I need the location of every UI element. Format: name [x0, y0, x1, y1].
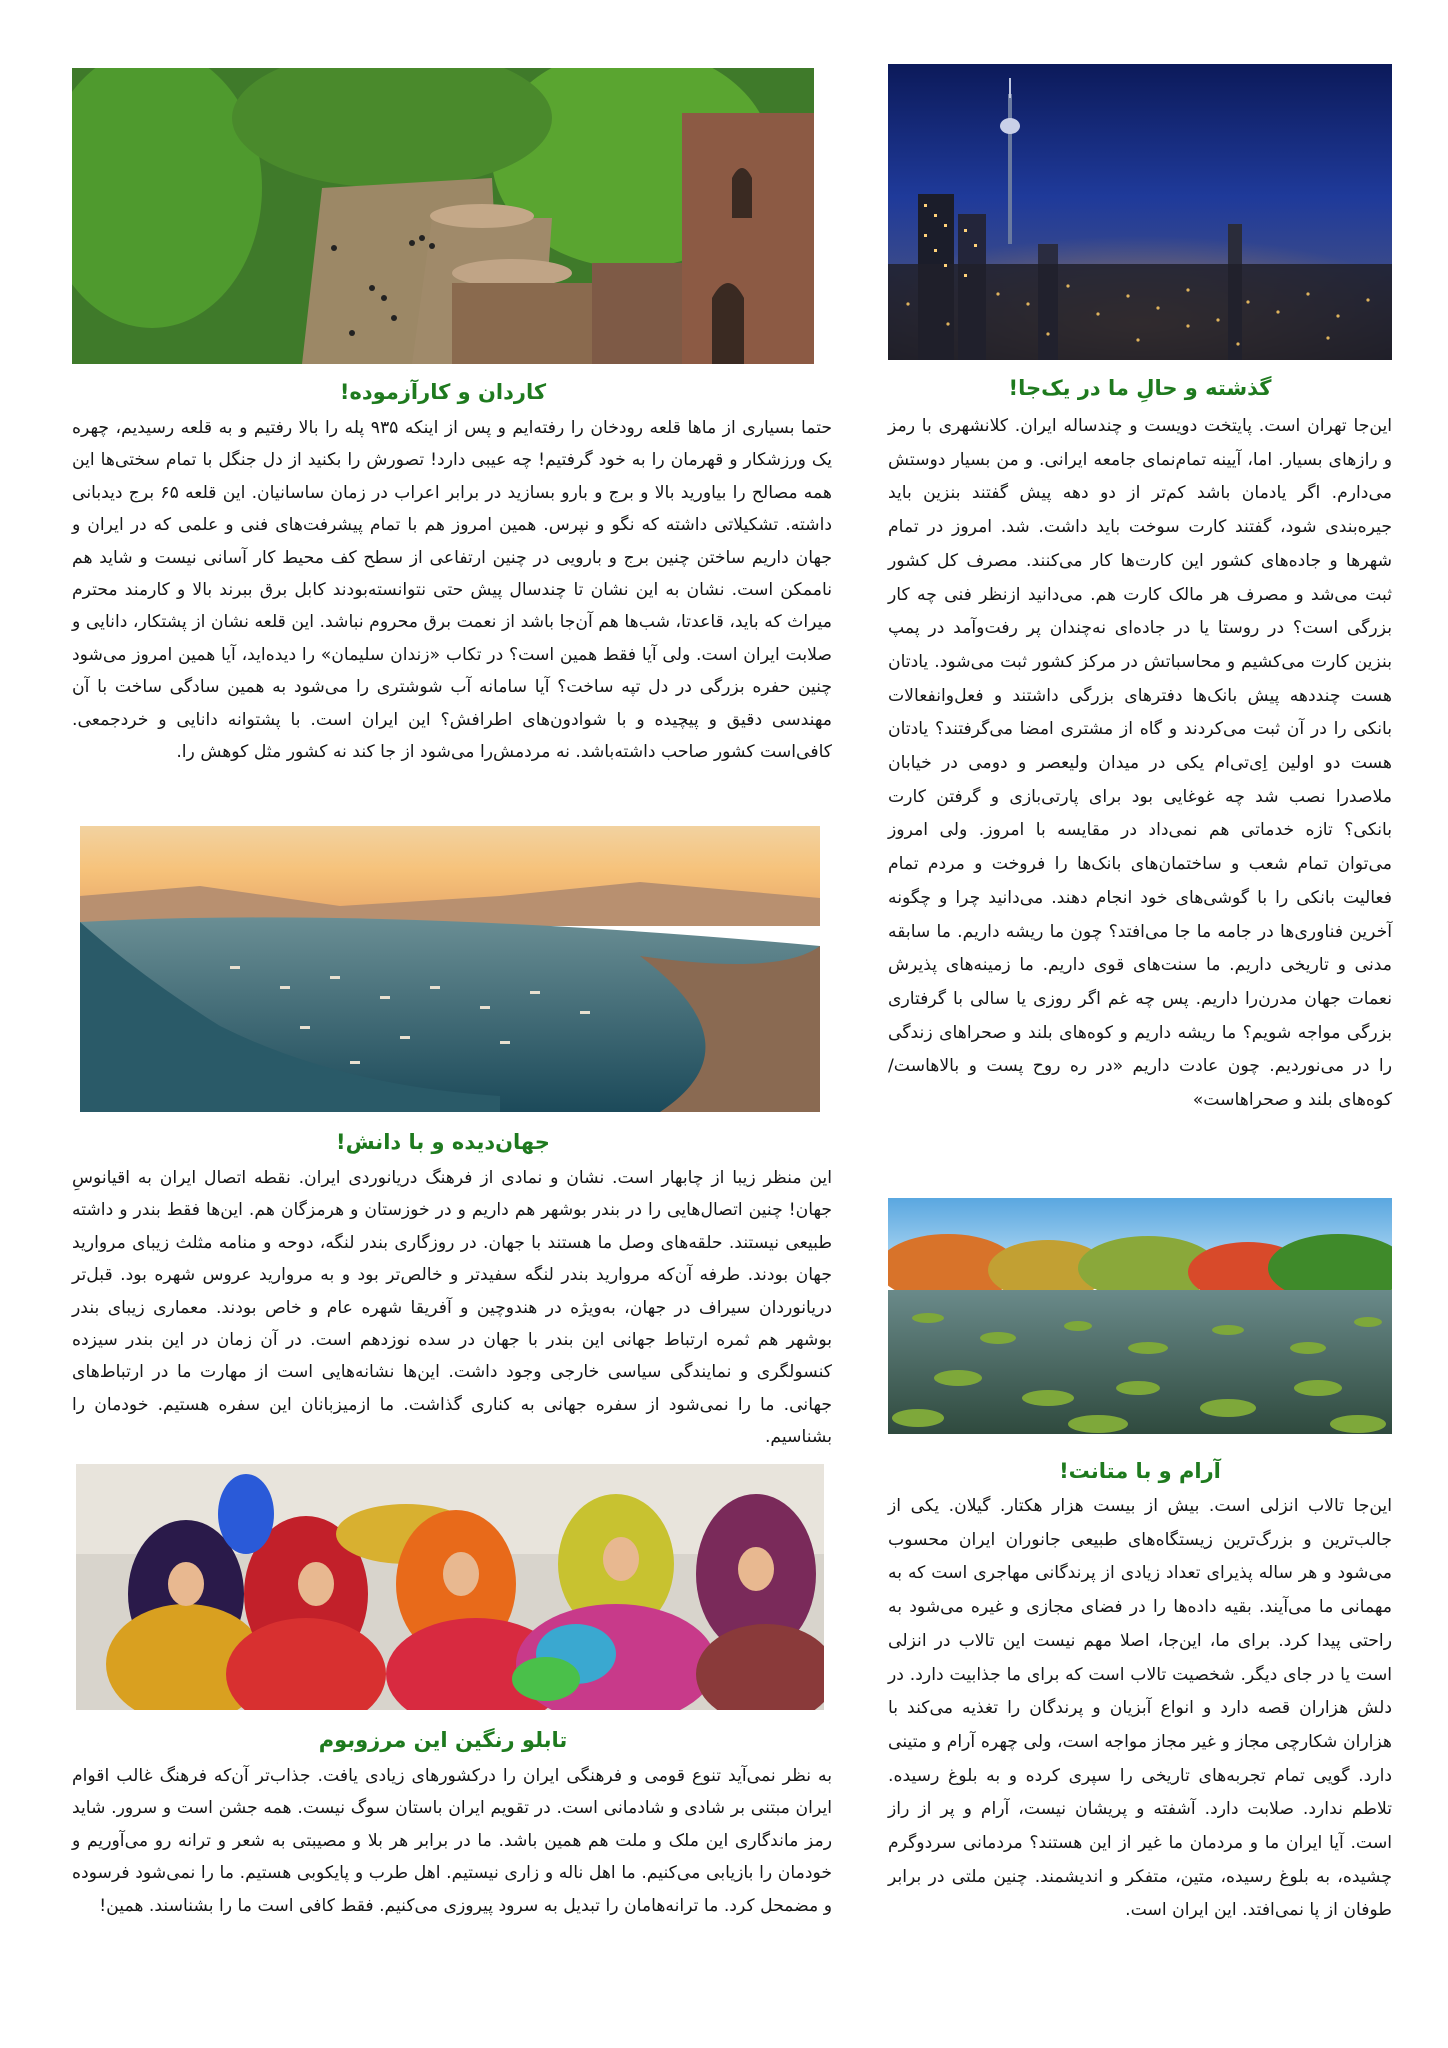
article-body-tehran: این‌جا تهران است. پایتخت دویست و چندساله ایران. کلانشهری با رمز و رازهای بسیار. اما، آیینه تمام‌نمای جامعه ایرانی. و من بسیار دوستش می‌دارم. اگر یادمان باشد کم‌تر از دو دهه پیش گفتند بنزین باید جیره‌بندی شود، گفتند کارت سوخت باید داشت. شد. امروز در تمام شهرها و جاده‌های کشور این کارت‌ها کار می‌کنند. مصرف کل کشور ثبت می‌شد و مصرف هر مالک کارت هم. می‌دانید ازنظر فنی چه کار بزرگی است؟ در روستا یا در جاده‌ای نه‌چندان پر رفت‌وآمد در پمپ بنزین کارت می‌کشیم و محاسباتش در مرکز کشور ثبت می‌شود. یادتان هست چنددهه پیش بانک‌ها دفترهای بزرگی داشتند و فعل‌وانفعالات بانکی را در آن ثبت می‌کردند و گاه از مشتری امضا می‌گرفتند؟ یادتان هست دو اولین اِی‌تی‌ام یکی در میدان ولیعصر و دومی در خیابان ملاصدرا نصب شد چه غوغایی بود برای پارتی‌بازی و گرفتن کارت بانکی؟ تازه خدماتی هم نمی‌داد در مقایسه با امروز. ولی امروز می‌توان تمام شعب و ساختمان‌های بانک‌ها را فروخت و مردم تمام فعالیت بانکی را با گوشی‌های خود انجام دهند. می‌دانید چرا و چگونه آخرین فناوری‌ها در جامه ما جا می‌افتد؟ چون ما ریشه داریم. ما سابقه مدنی و تاریخی داریم. ما سنت‌های قوی داریم. ما زمینه‌های پذیرش نعمات جهان مدرن‌را داریم. پس چه غم اگر روزی یا سالی با گرفتاری بزرگی مواجه شویم؟ ما ریشه داریم و کوه‌های بلند و صحراهای زندگی را در می‌نوردیم. چون عادت داریم «در ره روح پست و بالاهاست/ کوه‌های بلند و صحراهاست» — [888, 416, 1392, 1111]
article-heading-chabahar: جهان‌دیده و با دانش! — [336, 1130, 550, 1154]
article-body-ethnic: به نظر نمی‌آید تنوع قومی و فرهنگی ایران را درکشورهای زیادی یافت. جذاب‌تر آن‌که فرهنگ غالب اقوام ایران مبتنی بر شادی و شادمانی است. در تقویم ایران باستان سوگ نیست. همه جشن است و سرور. شاید رمز ماندگاری این ملک و ملت هم همین باشد. ما در برابر هر بلا و مصیبتی به شعر و ترانه رو می‌آوریم و خودمان را بازیابی می‌کنیم. ما اهل ناله و زاری نیستیم. اهل طرب و پایکوبی هستیم. ما را نمی‌شود فرسوده و مضمحل کرد. ما ترانه‌هامان را تبدیل به سرود پیروزی می‌کنیم. فقط کافی است ما را بشناسند. همین! — [72, 1766, 832, 1916]
colorful-scarves-illustration — [76, 1464, 824, 1710]
article-body-chabahar: این منظر زیبا از چابهار است. نشان و نمادی از فرهنگ دریانوردی ایران. نقطه اتصال ایران به اقیانوسِ جهان! چنین اتصال‌هایی را در بندر بوشهر هم داریم و در خوزستان و هرمزگان هم. این‌ها فقط بندر و داشته طبیعی نیستند. حلقه‌های وصل ما هستند با جهان. در روزگاری بندر لنگه، دوحه و منامه مثلث زیبای مروارید جهان بودند. طرفه آن‌که مروارید بندر لنگه سفیدتر و خالص‌تر بود و به مروارید عروس شهره بود. قبل‌تر دریانوردان سیراف در جهان، به‌ویژه در هندوچین و آفریقا شهره عام و خاص بودند. معماری زیبای بندر بوشهر هم ثمره ارتباط جهانی این بندر با جهان در سده نوزدهم است. در آن زمان در این بندر سیزده کنسولگری و نمایندگی سیاسی خارجی وجود داشت. این‌ها نشانه‌هایی است از مهارت ما در ارتباط‌های جهانی. ما را نمی‌شود از سفره جهانی به کناری گذاشت. ما ازمیزبانان این سفره هستیم. خودمان را بشناسیم. — [72, 1168, 832, 1448]
article-body-anzali: این‌جا تالاب انزلی است. بیش از بیست هزار هکتار. گیلان. یکی از جالب‌ترین و بزرگ‌ترین زیستگاه‌های طبیعی جانوران ایران محسوب می‌شود و هر ساله پذیرای تعداد زیادی از پرندگانی مهاجری است که به مهمانی ما می‌آیند. بقیه داده‌ها را در فضای مجازی و غیره می‌شود به راحتی پیدا کرد. برای ما، این‌جا، اصلا مهم نیست این تالاب در انزلی است یا در جای دیگر. شخصیت تالاب است که برای ما جذابیت دارد. در دلش هزاران قصه دارد و انواع آبزیان و پرندگان را تغذیه می‌کند با هزاران شکارچی مجاز و غیر مجاز مواجه است، ولی چهره آرام و متینی دارد. گویی تمام تجربه‌های تاریخی را سپری کرده و به بلوغ رسیده. تلاطم ندارد. صلابت دارد. آشفته و پریشان نیست، آرام و پر از راز است. آیا ایران ما و مردمان ما غیر از این هستند؟ مردمانی سردوگرم چشیده، به بلوغ رسیده، متین، متفکر و اندیشمند. چنین ملتی در برابر طوفان از پا نمی‌افتد. این ایران است. — [888, 1496, 1392, 1921]
anzali-lagoon-illustration — [888, 1198, 1392, 1434]
article-heading-anzali: آرام و با متانت! — [1059, 1459, 1221, 1483]
tehran-skyline-photo — [888, 64, 1392, 360]
chabahar-bay-photo — [80, 826, 820, 1112]
rudkhan-castle-illustration — [72, 68, 814, 364]
colorful-scarves-photo — [76, 1464, 824, 1710]
tehran-skyline-illustration — [888, 64, 1392, 360]
article-heading-rudkhan: کاردان و کارآزموده! — [339, 380, 547, 404]
rudkhan-castle-photo — [72, 68, 814, 364]
article-body-rudkhan: حتما بسیاری از ماها قلعه رودخان را رفته‌ایم و پس از اینکه ۹۳۵ پله را بالا رفتیم و به قلعه رسیدیم، چهره یک ورزشکار و قهرمان را به خود گرفتیم! چه عیبی دارد! تصورش را بکنید از دل جنگل با تمام سختی‌ها این همه مصالح را بیاورید بالا و برج و بارو بسازید در برابر اعراب در زمان ساسانیان. این قلعه ۶۵ برج دیدبانی داشته. تشکیلاتی داشته که نگو و نپرس. همین امروز هم با تمام پیشرفت‌های فنی و علمی که در ایران و جهان داریم ساختن چنین برج و بارویی در چنین ارتفاعی از سطح کف محیط کار آسانی نیست و شاید هم ناممکن است. نشان به این نشان تا چندسال پیش حتی نتوانسته‌بودند کابل برق ببرند بالا و کارمند محترم میراث که باید، قاعدتا، شب‌ها هم آن‌جا باشد از نعمت برق محروم نباشد. این قلعه نشان از پشتکار، دانایی و صلابت ایران است. ولی آیا فقط همین است؟ در تکاب «زندان سلیمان» را دیده‌اید، آیا همین امروز می‌شود چنین حفره بزرگی در دل تپه ساخت؟ آیا سامانه آب شوشتری را می‌شود به همین سادگی ساخت با آن مهندسی دقیق و پیچیده و با شوادون‌های اطرافش؟ این ایران است. با پشتوانه دانایی و خردجمعی. کافی‌است کشور صاحب داشته‌باشد. نه مردمش‌را می‌شود از جا کند نه کشور مثل کوهش را. — [72, 418, 833, 763]
article-heading-tehran: گذشته و حالِ ما در یک‌جا! — [1008, 376, 1272, 400]
article-heading-ethnic: تابلو رنگین این مرزوبوم — [318, 1728, 568, 1752]
anzali-lagoon-photo — [888, 1198, 1392, 1434]
chabahar-bay-illustration — [80, 826, 820, 1112]
